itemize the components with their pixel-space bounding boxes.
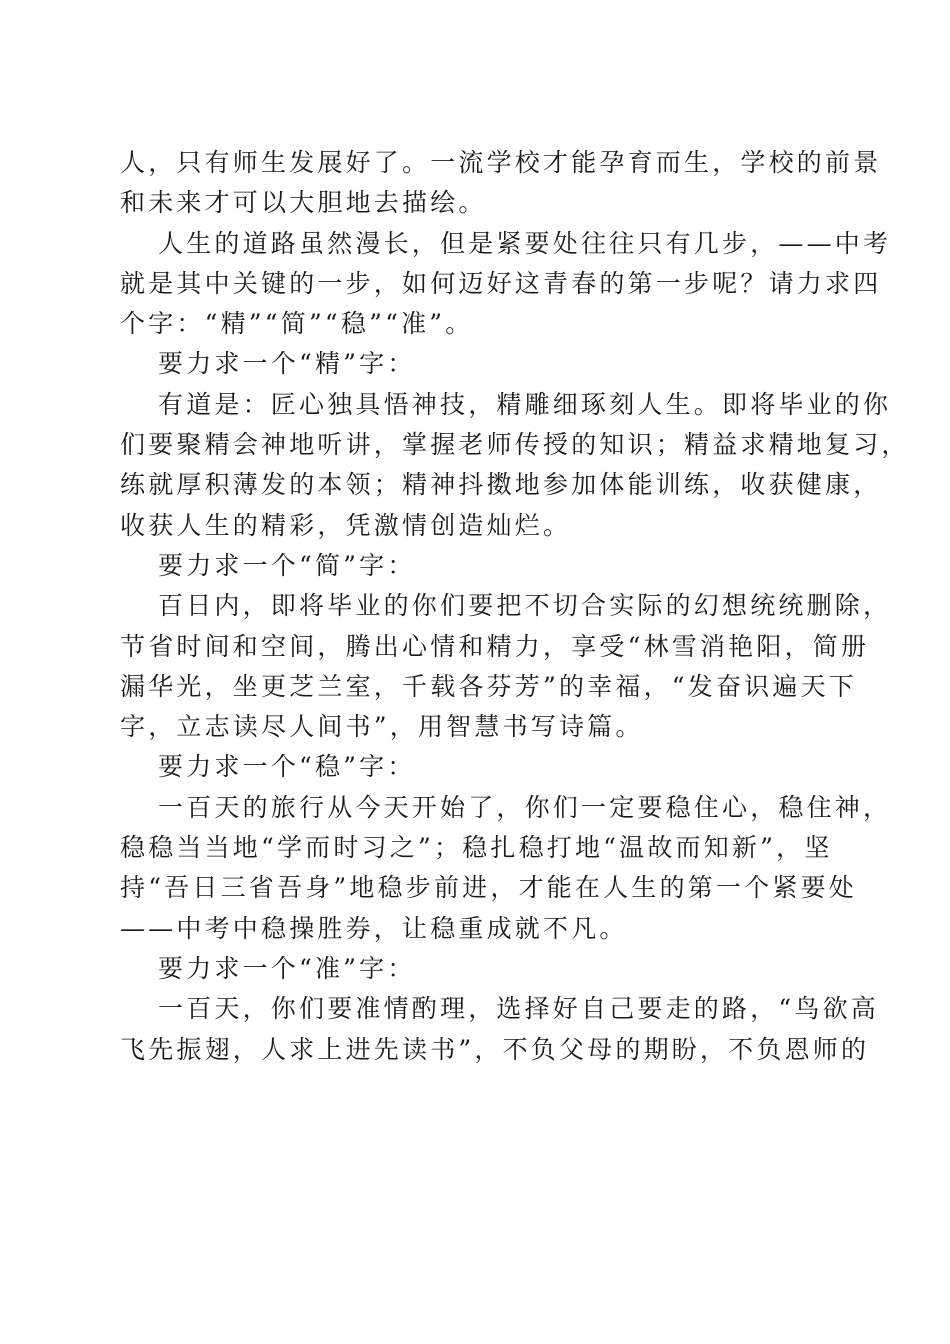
text-line: 节省时间和空间，腾出心情和精力，享受“林雪消艳阳，简册 bbox=[120, 631, 870, 661]
text-line: 就是其中关键的一步，如何迈好这青春的第一步呢？请力求四 bbox=[120, 268, 882, 298]
paragraph-start-line: 一百天，你们要准情酌理，选择好自己要走的路，“鸟欲高 bbox=[158, 994, 879, 1024]
paragraph-start-line: 一百天的旅行从今天开始了，你们一定要稳住心，稳住神， bbox=[158, 792, 892, 822]
section-heading-zhun: 要力求一个“准”字： bbox=[158, 953, 416, 983]
text-line: 持“吾日三省吾身”地稳步前进，才能在人生的第一个紧要处 bbox=[120, 873, 857, 903]
text-line: 收获人生的精彩，凭激情创造灿烂。 bbox=[120, 510, 572, 540]
text-line: 们要聚精会神地听讲，掌握老师传授的知识；精益求精地复习， bbox=[120, 430, 910, 460]
section-heading-wen: 要力求一个“稳”字： bbox=[158, 752, 416, 782]
paragraph-start-line: 有道是：匠心独具悟神技，精雕细琢刻人生。即将毕业的你 bbox=[158, 389, 892, 419]
text-line: 稳稳当当地“学而时习之”；稳扎稳打地“温故而知新”，坚 bbox=[120, 833, 833, 863]
text-line: 人，只有师生发展好了。一流学校才能孕育而生，学校的前景 bbox=[120, 148, 882, 177]
text-line: 练就厚积薄发的本领；精神抖擞地参加体能训练，收获健康， bbox=[120, 470, 882, 500]
text-line: 漏华光，坐更芝兰室，千载各芬芳”的幸福，“发奋识遍天下 bbox=[120, 671, 857, 701]
text-line: 个字：“精”“简”“稳”“准”。 bbox=[120, 309, 474, 339]
text-line: 和未来才可以大胆地去描绘。 bbox=[120, 188, 487, 218]
text-line: 飞先振翅，人求上进先读书”，不负父母的期盼，不负恩师的 bbox=[120, 1034, 870, 1064]
document-page bbox=[120, 143, 910, 1070]
paragraph-start-line: 百日内，即将毕业的你们要把不切合实际的幻想统统删除， bbox=[158, 591, 892, 621]
section-heading-jing: 要力求一个“精”字： bbox=[158, 349, 416, 379]
section-heading-jian: 要力求一个“简”字： bbox=[158, 550, 416, 580]
text-line: ——中考中稳操胜券，让稳重成就不凡。 bbox=[120, 913, 628, 943]
text-line: 字，立志读尽人间书”，用智慧书写诗篇。 bbox=[120, 712, 644, 742]
paragraph-start-line: 人生的道路虽然漫长，但是紧要处往往只有几步，——中考 bbox=[158, 228, 892, 258]
